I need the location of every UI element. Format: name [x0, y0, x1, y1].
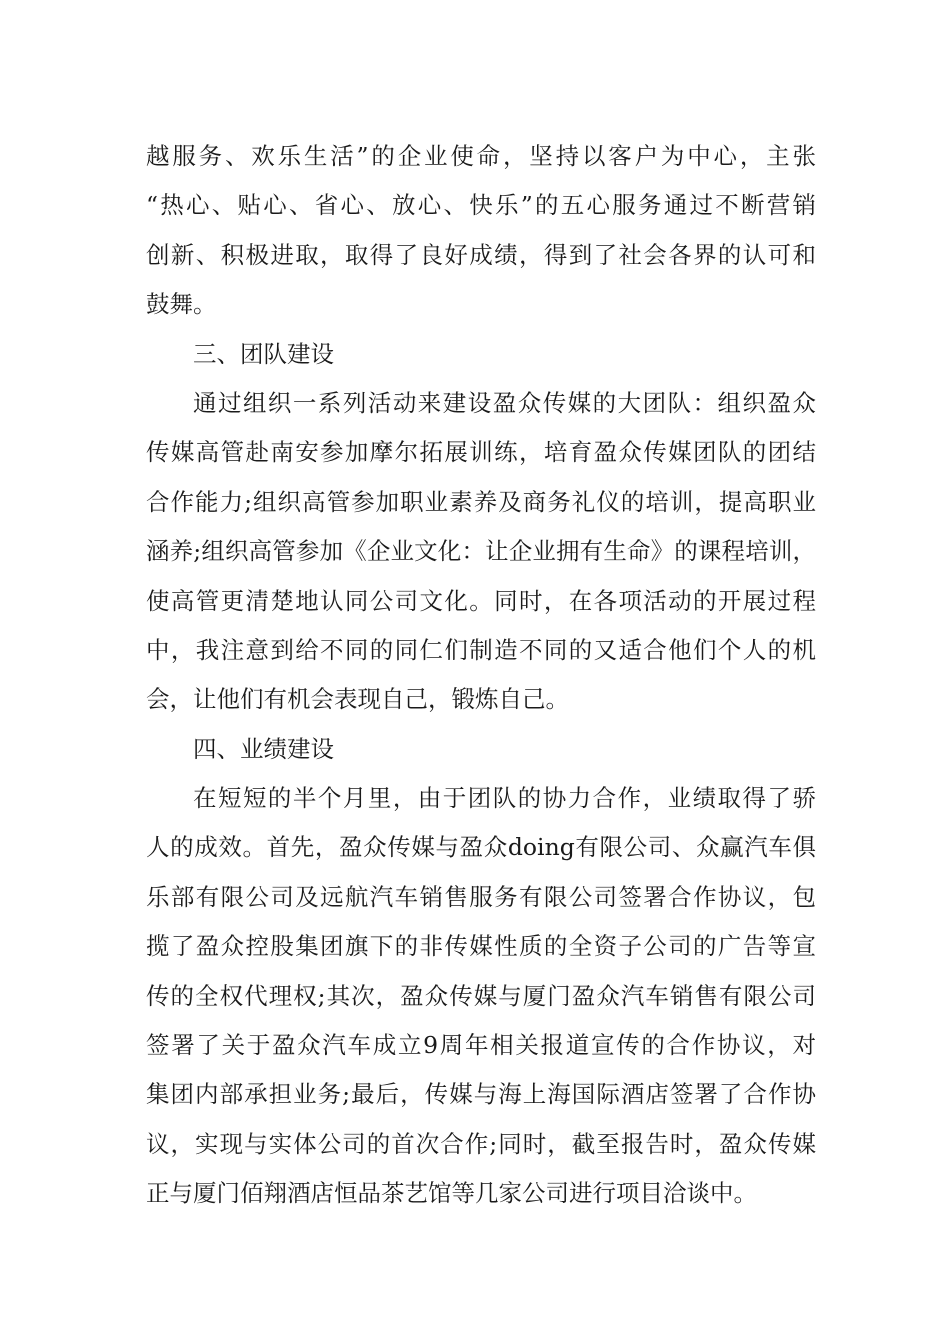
paragraph-line: 合作能力;组织高管参加职业素养及商务礼仪的培训，提高职业 [146, 487, 816, 516]
paragraph-line: 使高管更清楚地认同公司文化。同时，在各项活动的开展过程 [146, 586, 816, 615]
paragraph-line: 集团内部承担业务;最后，传媒与海上海国际酒店签署了合作协 [146, 1080, 816, 1109]
paragraph-line: “热心、贴心、省心、放心、快乐”的五心服务通过不断营销 [146, 191, 816, 220]
paragraph-line: 签署了关于盈众汽车成立9周年相关报道宣传的合作协议，对 [146, 1031, 816, 1060]
paragraph-line: 涵养;组织高管参加《企业文化：让企业拥有生命》的课程培训， [146, 537, 816, 566]
paragraph-line: 通过组织一系列活动来建设盈众传媒的大团队：组织盈众 [193, 388, 816, 417]
paragraph-line: 越服务、欢乐生活”的企业使命，坚持以客户为中心，主张 [146, 142, 816, 170]
paragraph-line: 议，实现与实体公司的首次合作;同时，截至报告时，盈众传媒 [146, 1129, 816, 1158]
paragraph-line: 传媒高管赴南安参加摩尔拓展训练，培育盈众传媒团队的团结 [146, 438, 816, 467]
document-body [146, 132, 816, 1219]
section-heading-performance: 四、业绩建设 [193, 734, 334, 763]
paragraph-line: 在短短的半个月里，由于团队的协力合作，业绩取得了骄 [193, 784, 816, 813]
paragraph-line: 揽了盈众控股集团旗下的非传媒性质的全资子公司的广告等宣 [146, 932, 816, 961]
paragraph-line: 鼓舞。 [146, 290, 217, 319]
paragraph-line: 中，我注意到给不同的同仁们制造不同的又适合他们个人的机 [146, 635, 816, 664]
paragraph-line: 传的全权代理权;其次，盈众传媒与厦门盈众汽车销售有限公司 [146, 981, 816, 1010]
paragraph-line: 正与厦门佰翔酒店恒品茶艺馆等几家公司进行项目洽谈中。 [146, 1179, 757, 1208]
paragraph-line: 创新、积极进取，取得了良好成绩，得到了社会各界的认可和 [146, 240, 816, 269]
section-heading-team: 三、团队建设 [193, 339, 334, 368]
paragraph-line: 会，让他们有机会表现自己，锻炼自己。 [146, 685, 569, 714]
paragraph-line: 乐部有限公司及远航汽车销售服务有限公司签署合作协议，包 [146, 882, 816, 911]
paragraph-line: 人的成效。首先，盈众传媒与盈众doing有限公司、众赢汽车俱 [146, 833, 816, 862]
